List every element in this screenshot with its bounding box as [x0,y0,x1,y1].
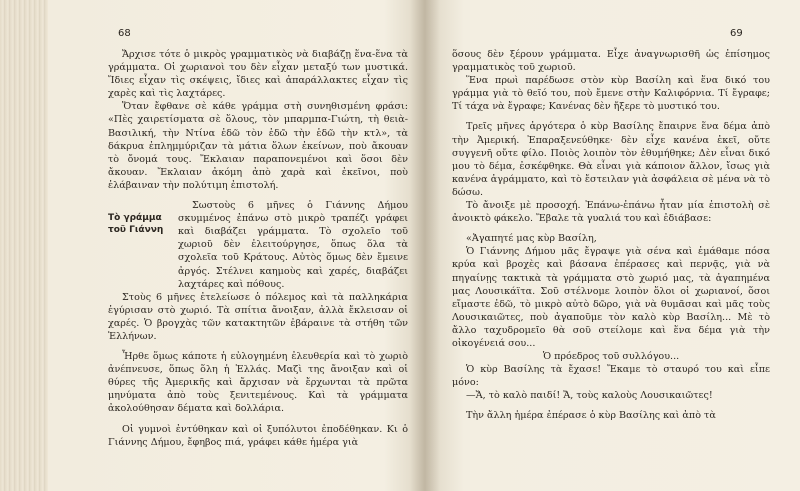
paragraph: Οἱ γυμνοὶ ἐντύθηκαν καὶ οἱ ξυπόλυτοι ἐποδέθηκαν. Κι ὁ Γιάννης Δήμου, ἔφηβος πιά, γράφει κάθε ἡμέρα γιὰ [108,423,408,448]
paragraph: Ὅταν ἔφθανε σὲ κάθε γράμμα στὴ συνηθισμένη φράσι: «Πὲς χαιρετίσματα σὲ ὅλους, τὸν μπαρμπα-Γιώτη, τὴ θειὰ-Βασιλική, τὴν Ντίνα ἐδῶ τὸν ἑδῶ τὴν ἑδῶ τὴν κτλ», τὰ δάκρυα ἐπλημμύριζαν τὰ μάτια ὅλων ἐκείνων, ποὺ ἄκουαν τὸ ὄνομά τους. Ἔκλαιαν παραπονεμένοι καὶ ὅσοι δὲν ἄκουαν. Ἔκλαιαν ἀκόμη ἀπὸ χαρὰ καὶ ἐκεῖνοι, ποὺ ἐλάβαιναν τὴν πολύτιμη ἐπιστολή. [108,101,408,191]
page-edges [0,0,48,491]
letter-signature: Ὁ πρόεδρος τοῦ συλλόγου... [542,351,680,363]
page-number-right: 69 [730,28,743,39]
left-page-text [108,48,408,449]
letter-greeting: «Ἀγαπητέ μας κὺρ Βασίλη, [466,233,597,245]
right-page-text [452,48,770,423]
paragraph: Τρεῖς μῆνες ἀργότερα ὁ κὺρ Βασίλης ἔπαιρνε ἕνα δέμα ἀπὸ τὴν Ἀμερική. Ἐπαραξενεύθηκε· δὲν εἶχε κανένα ἐκεῖ, οὔτε συγγενῆ οὔτε φίλο. Ποιὸς λοιπὸν τὸν ἐθυμήθηκε; Δὲν εἶναι δικό μου τὸ δέμα, ἐσκέφθηκε. Θὰ εἶναι γιὰ κάποιον ἄλλον, ἴσως γιὰ κανένα ἀγράμματο, καὶ τὸ ἔστειλαν γιὰ ἀσφάλεια σὲ μένα νὰ τὸ δώσω. [452,121,770,198]
paragraph: Σωστοὺς 6 μῆνες ὁ Γιάννης Δήμου σκυμμένος ἐπάνω στὸ μικρὸ τραπέζι γράφει καὶ διαβάζει γράμματα. Τὸ σχολεῖο τοῦ χωριοῦ δὲν ἐλειτούργησε, ὅπως ὅλα τὰ σχολεῖα τοῦ Κράτους. Αὐτὸς ὅμως δὲν ἔμεινε ἀργός. Στέλνει καημοὺς καὶ χαρές, διαβάζει λαχτάρες καὶ πόθους. [178,200,408,290]
page-number-left: 68 [118,28,131,39]
side-heading: Τὸ γράμμα τοῦ Γιάννη [108,213,164,235]
letter-body: Ὁ Γιάννης Δήμου μᾶς ἔγραψε γιὰ σένα καὶ ἐμάθαμε πόσα κρύα καὶ βροχὲς καὶ βάσανα ἐπέρασες καὶ περνᾷς, γιὰ νὰ πηγαίνῃς τακτικὰ τὰ γράμματα στὸ χωριό μας, τὰ ἀγαπημένα μας Λουσικάϊτα. Σοῦ στέλνομε λοιπὸν ὅλοι οἱ χωριανοί, ὅσοι εἴμαστε ἐδῶ, τὸ μικρὸ αὐτὸ δῶρο, γιὰ νὰ θυμᾶσαι καὶ μᾶς τοὺς Λουσικαιῶτες, ποὺ ἀγαποῦμε τὸν καλὸ κὺρ Βασίλη... Μὲ τὸ ἄλλο ταχυδρομεῖο θὰ σοῦ στείλομε καὶ ἕνα δέμα γιὰ τὴν οἰκογένειά σου... [452,246,770,349]
paragraph: Τὸ ἄνοιξε μὲ προσοχή. Ἐπάνω-ἐπάνω ἦταν μία ἐπιστολὴ σὲ ἀνοικτὸ φάκελο. Ἔβαλε τὰ γυαλιά του καὶ ἐδιάβασε: [452,200,770,225]
paragraph: Ὁ κὺρ Βασίλης τὰ ἔχασε! Ἔκαμε τὸ σταυρό του καὶ εἶπε μόνο: [452,364,770,389]
left-page [52,0,414,491]
paragraph: Ἄρχισε τότε ὁ μικρὸς γραμματικὸς νὰ διαβάζῃ ἕνα-ἕνα τὰ γράμματα. Οἱ χωριανοὶ του δὲν εἶχαν μεταξύ των μυστικά. Ἴδιες εἶχαν τὶς σκέψεις, ἴδιες καὶ ἀπαράλλακτες εἶχαν τὶς χαρὲς καὶ τὶς λαχτάρες. [108,49,408,100]
paragraph: Ἦρθε ὅμως κάποτε ἡ εὐλογημένη ἐλευθερία καὶ τὸ χωριὸ ἀνέπνευσε, ὅπως ὅλη ἡ Ἑλλάς. Μαζὶ της ἄνοιξαν καὶ οἱ θύρες τῆς Ἀμερικῆς καὶ ἄρχισαν νὰ ἔρχωνται τὰ πρῶτα μηνύματα ἀπὸ τοὺς ξενιτεμένους. Καὶ τὰ γράμματα ἀκολούθησαν δέματα καὶ δολλάρια. [108,351,408,415]
paragraph: —Ἄ, τὸ καλὸ παιδί! Ἄ, τοὺς καλοὺς Λουσικαιῶτες! [466,390,713,402]
paragraph: ὅσους δὲν ξέρουν γράμματα. Εἶχε ἀναγνωρισθῆ ὡς ἐπίσημος γραμματικὸς τοῦ χωριοῦ. [452,49,770,74]
paragraph: Τὴν ἄλλη ἡμέρα ἐπέρασε ὁ κὺρ Βασίλης καὶ ἀπὸ τὰ [466,410,716,422]
paragraph: Στοὺς 6 μῆνες ἐτελείωσε ὁ πόλεμος καὶ τὰ παλληκάρια ἐγύρισαν στὸ χωριό. Τὰ σπίτια ἄνοιξαν, ἀλλὰ ἔκλεισαν οἱ χαρές. Ὁ βρογχὰς τῶν κατακτητῶν ἐβάραινε τὰ στήθη τῶν Ἑλλήνων. [108,291,408,342]
book-gutter [410,0,440,491]
paragraph: Ἕνα πρωὶ παρέδωσε στὸν κὺρ Βασίλη καὶ ἕνα δικό του γράμμα γιὰ τὸ θεῖό του, ποὺ ἔμενε στὴν Καλιφόρνια. Τί ἔγραφε; Τί τάχα νὰ ἔγραφε; Κανένας δὲν ἤξερε τὸ μυστικό του. [452,75,770,113]
right-page [440,0,788,491]
